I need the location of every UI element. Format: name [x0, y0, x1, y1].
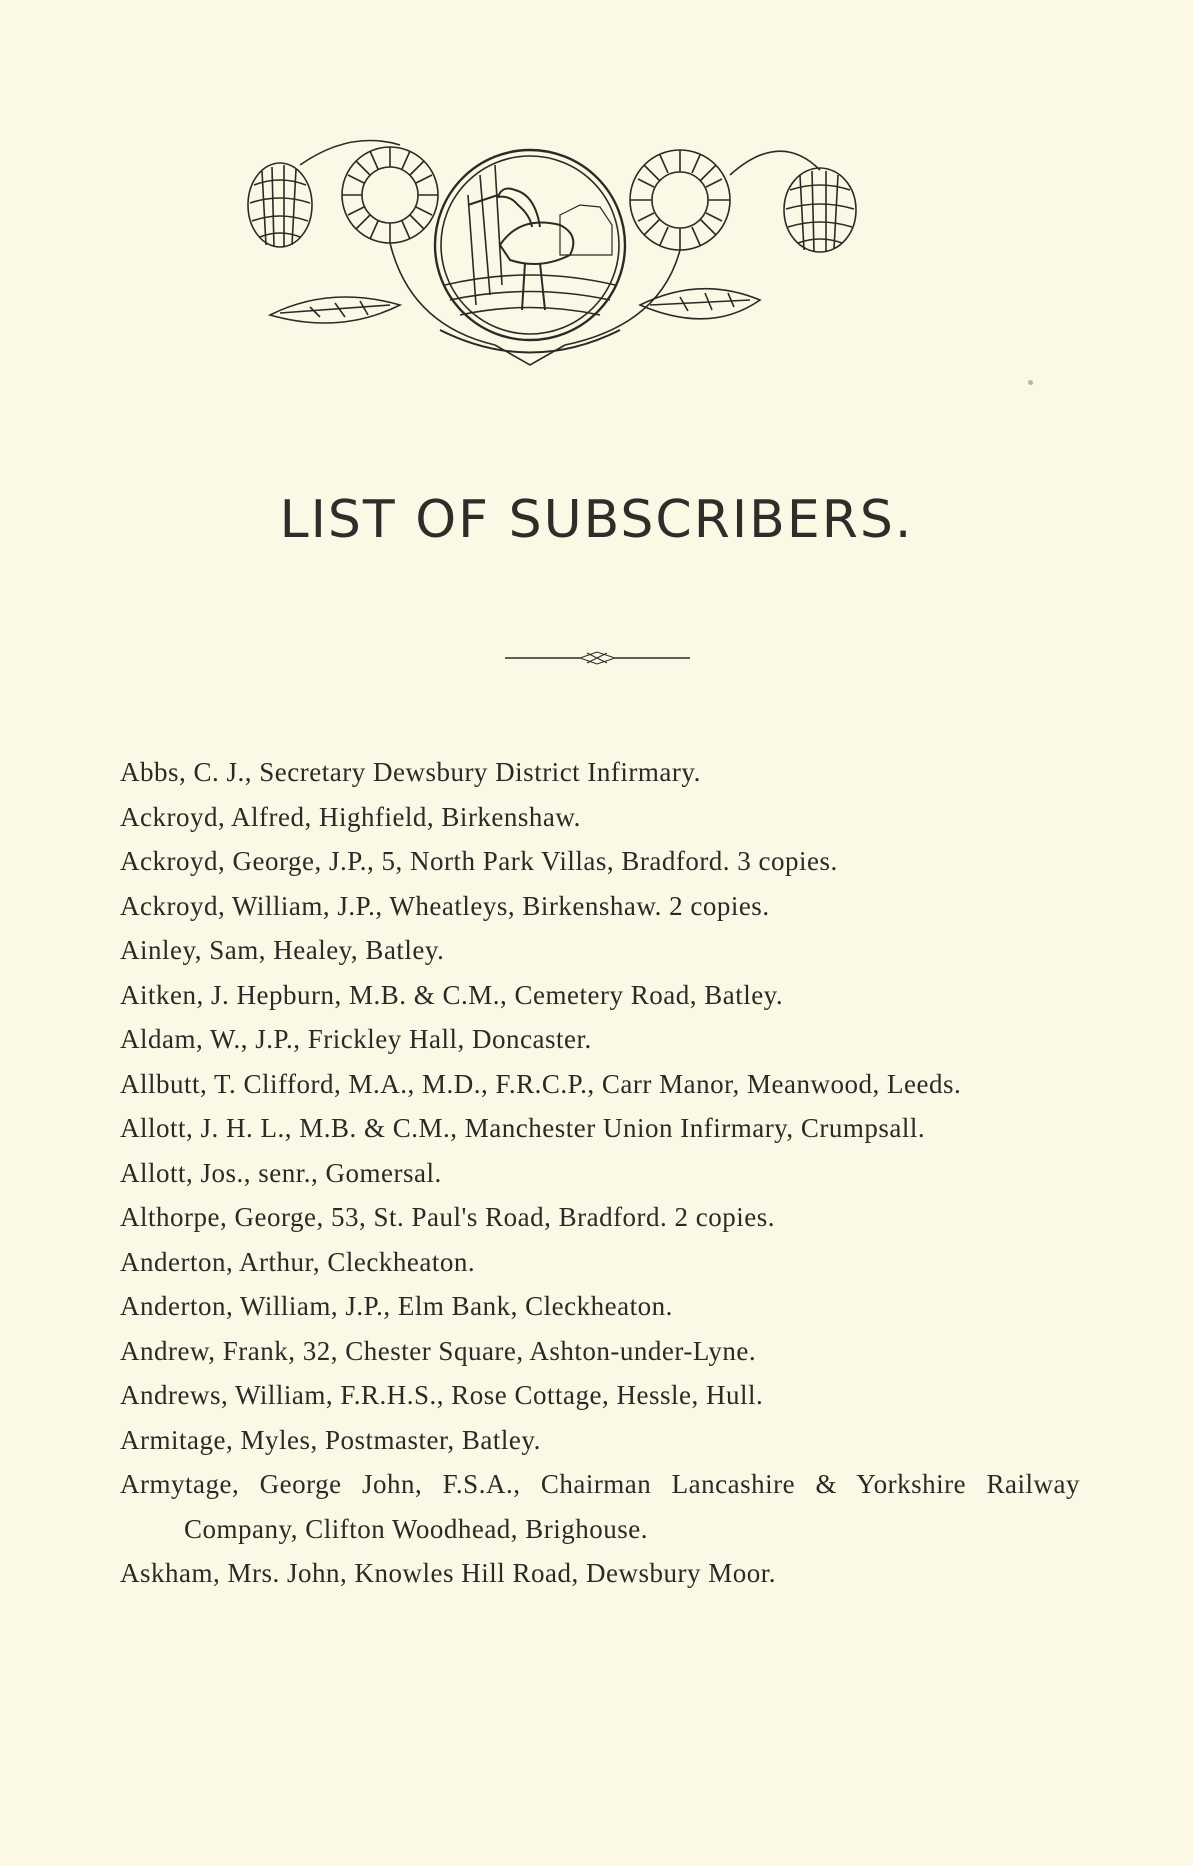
list-item: Abbs, C. J., Secretary Dewsbury District Infirmary.	[120, 757, 701, 787]
list-item: Anderton, Arthur, Cleckheaton.	[120, 1246, 476, 1277]
list-item: Ackroyd, William, J.P., Wheatleys, Birkenshaw. 2 copies.	[120, 890, 770, 921]
list-item: Andrews, William, F.R.H.S., Rose Cottage, Hessle, Hull.	[120, 1380, 764, 1410]
heron-sunflower-vignette-icon	[240, 135, 950, 385]
list-item: Althorpe, George, 53, St. Paul's Road, Bradford. 2 copies.	[120, 1202, 776, 1232]
list-item: Anderton, William, J.P., Elm Bank, Cleckheaton.	[120, 1291, 673, 1321]
speck-mark	[1028, 380, 1033, 385]
list-item: Andrew, Frank, 32, Chester Square, Ashton-under-Lyne.	[120, 1335, 757, 1366]
subscriber-list	[120, 750, 1080, 1596]
list-item: Allott, J. H. L., M.B. & C.M., Manchester Union Infirmary, Crumpsall.	[120, 1113, 926, 1143]
star-rule-icon	[505, 650, 690, 666]
list-item: Allbutt, T. Clifford, M.A., M.D., F.R.C.P., Carr Manor, Meanwood, Leeds.	[120, 1068, 962, 1099]
page-title: LIST OF SUBSCRIBERS.	[279, 490, 914, 550]
list-item: Aitken, J. Hepburn, M.B. & C.M., Cemetery Road, Batley.	[120, 979, 784, 1010]
list-item: Askham, Mrs. John, Knowles Hill Road, Dewsbury Moor.	[120, 1558, 776, 1588]
list-item: Armytage, George John, F.S.A., Chairman Lancashire & Yorkshire Railway Company, Clifton Woodhead, Brighouse.	[120, 1469, 1080, 1544]
list-item: Ainley, Sam, Healey, Batley.	[120, 935, 445, 965]
list-item: Ackroyd, George, J.P., 5, North Park Villas, Bradford. 3 copies.	[120, 846, 838, 876]
list-item: Allott, Jos., senr., Gomersal.	[120, 1157, 442, 1188]
list-item: Aldam, W., J.P., Frickley Hall, Doncaster.	[120, 1024, 592, 1054]
list-item: Armitage, Myles, Postmaster, Batley.	[120, 1424, 541, 1455]
list-item: Ackroyd, Alfred, Highfield, Birkenshaw.	[120, 801, 581, 832]
